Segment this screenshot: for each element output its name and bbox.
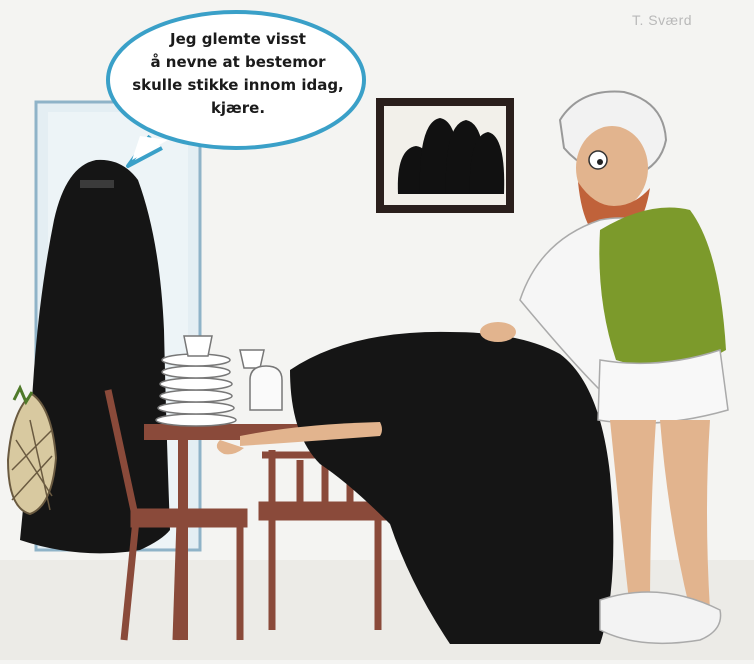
- speech-line-3: skulle stikke innom idag,: [132, 76, 344, 94]
- artist-signature: T. Sværd: [632, 12, 693, 28]
- speech-bubble-text: [118, 28, 358, 120]
- speech-line-1: Jeg glemte visst: [170, 30, 306, 48]
- framed-picture: [376, 98, 514, 213]
- speech-line-4: kjære.: [210, 99, 266, 117]
- speech-line-2: å nevne at bestemor: [150, 53, 326, 71]
